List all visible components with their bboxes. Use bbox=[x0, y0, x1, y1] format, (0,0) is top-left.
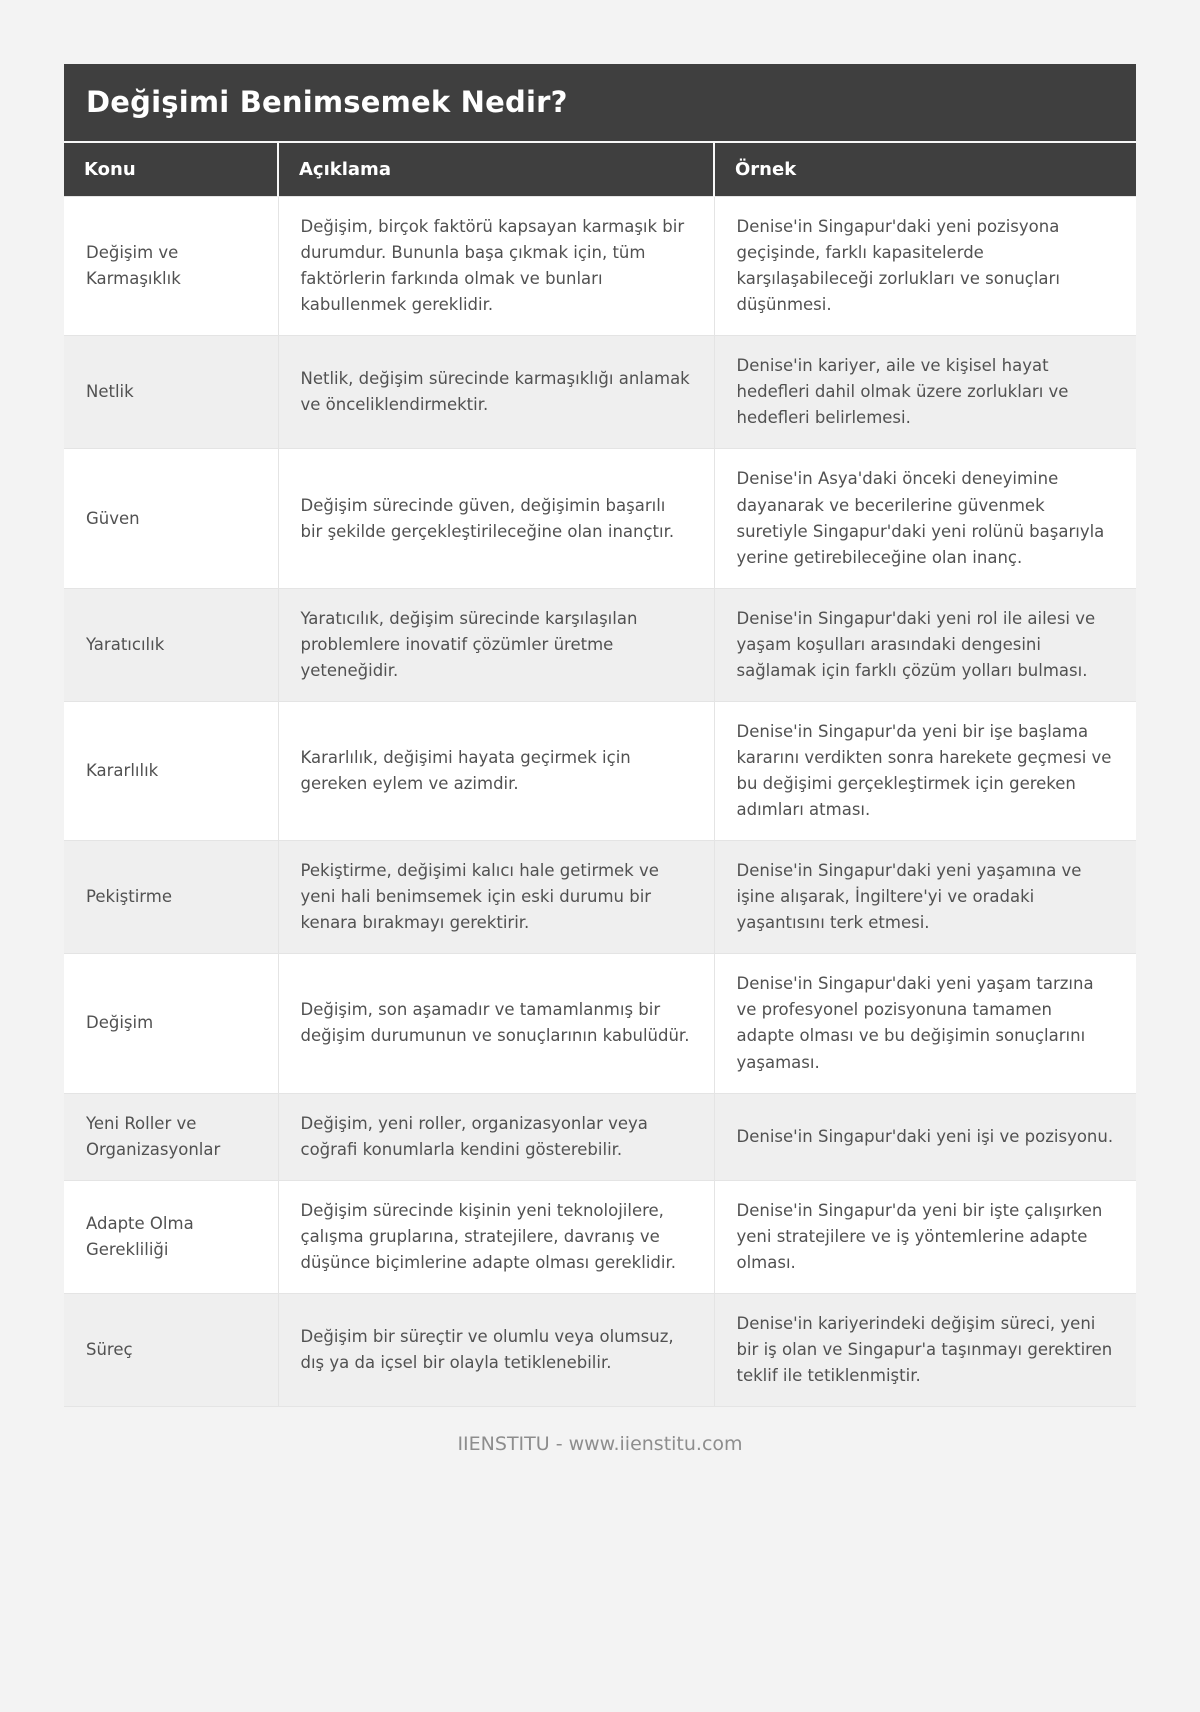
column-header-konu: Konu bbox=[64, 142, 278, 197]
table-row bbox=[64, 336, 1136, 449]
topic-cell: Adapte Olma Gerekliliği bbox=[64, 1180, 278, 1293]
footer-credit: IIENSTITU - www.iienstitu.com bbox=[457, 1433, 743, 1456]
table-row bbox=[64, 841, 1136, 954]
description-cell: Değişim, birçok faktörü kapsayan karmaşık bir durumdur. Bununla başa çıkmak için, tüm faktörlerin farkında olmak ve bunları kabullenmek gereklidir. bbox=[278, 197, 714, 336]
example-cell: Denise'in kariyerindeki değişim süreci, yeni bir iş olan ve Singapur'a taşınmayı gerektiren teklif ile tetiklenmiştir. bbox=[714, 1293, 1136, 1406]
topic-cell: Güven bbox=[64, 449, 278, 588]
example-cell: Denise'in Asya'daki önceki deneyimine dayanarak ve becerilerine güvenmek suretiyle Singapur'daki yeni rolünü başarıyla yerine getirebileceğine olan inanç. bbox=[714, 449, 1136, 588]
description-cell: Yaratıcılık, değişim sürecinde karşılaşılan problemlere inovatif çözümler üretme yeteneğidir. bbox=[278, 588, 714, 701]
page bbox=[0, 64, 1200, 1712]
topic-cell: Değişim bbox=[64, 954, 278, 1093]
example-cell: Denise'in Singapur'da yeni bir işe başlama kararını verdikten sonra harekete geçmesi ve bu değişimi gerçekleştirmek için gereken adımları atması. bbox=[714, 701, 1136, 840]
example-cell: Denise'in Singapur'daki yeni yaşam tarzına ve profesyonel pozisyonuna tamamen adapte olması ve bu değişimin sonuçlarını yaşaması. bbox=[714, 954, 1136, 1093]
example-cell: Denise'in Singapur'daki yeni pozisyona geçişinde, farklı kapasitelerde karşılaşabileceği zorlukları ve sonuçları düşünmesi. bbox=[714, 197, 1136, 336]
table-row bbox=[64, 197, 1136, 336]
topic-cell: Süreç bbox=[64, 1293, 278, 1406]
document-sheet bbox=[64, 64, 1136, 1407]
description-cell: Değişim, son aşamadır ve tamamlanmış bir değişim durumunun ve sonuçlarının kabulüdür. bbox=[278, 954, 714, 1093]
table-row bbox=[64, 1293, 1136, 1406]
topic-cell: Yaratıcılık bbox=[64, 588, 278, 701]
example-cell: Denise'in Singapur'daki yeni işi ve pozisyonu. bbox=[714, 1093, 1136, 1180]
topic-cell: Değişim ve Karmaşıklık bbox=[64, 197, 278, 336]
table-row bbox=[64, 701, 1136, 840]
topic-cell: Yeni Roller ve Organizasyonlar bbox=[64, 1093, 278, 1180]
description-cell: Değişim bir süreçtir ve olumlu veya olumsuz, dış ya da içsel bir olayla tetiklenebilir. bbox=[278, 1293, 714, 1406]
description-cell: Netlik, değişim sürecinde karmaşıklığı anlamak ve önceliklendirmektir. bbox=[278, 336, 714, 449]
example-cell: Denise'in Singapur'daki yeni rol ile ailesi ve yaşam koşulları arasındaki dengesini sağlamak için farklı çözüm yolları bulması. bbox=[714, 588, 1136, 701]
column-header-ornek: Örnek bbox=[714, 142, 1136, 197]
example-cell: Denise'in Singapur'da yeni bir işte çalışırken yeni stratejilere ve iş yöntemlerine adapte olması. bbox=[714, 1180, 1136, 1293]
example-cell: Denise'in kariyer, aile ve kişisel hayat hedefleri dahil olmak üzere zorlukları ve hedefleri belirlemesi. bbox=[714, 336, 1136, 449]
description-cell: Değişim, yeni roller, organizasyonlar veya coğrafi konumlarla kendini gösterebilir. bbox=[278, 1093, 714, 1180]
table-row bbox=[64, 588, 1136, 701]
example-cell: Denise'in Singapur'daki yeni yaşamına ve işine alışarak, İngiltere'yi ve oradaki yaşantısını terk etmesi. bbox=[714, 841, 1136, 954]
table-row bbox=[64, 1180, 1136, 1293]
topic-cell: Kararlılık bbox=[64, 701, 278, 840]
table-row bbox=[64, 954, 1136, 1093]
table-header-row bbox=[64, 142, 1136, 197]
column-header-aciklama: Açıklama bbox=[278, 142, 714, 197]
topics-table bbox=[64, 141, 1136, 1407]
description-cell: Değişim sürecinde güven, değişimin başarılı bir şekilde gerçekleştirileceğine olan inançtır. bbox=[278, 449, 714, 588]
topic-cell: Pekiştirme bbox=[64, 841, 278, 954]
table-row bbox=[64, 1093, 1136, 1180]
description-cell: Değişim sürecinde kişinin yeni teknolojilere, çalışma gruplarına, stratejilere, davranış ve düşünce biçimlerine adapte olması gereklidir. bbox=[278, 1180, 714, 1293]
description-cell: Pekiştirme, değişimi kalıcı hale getirmek ve yeni hali benimsemek için eski durumu bir kenara bırakmayı gerektirir. bbox=[278, 841, 714, 954]
topic-cell: Netlik bbox=[64, 336, 278, 449]
description-cell: Kararlılık, değişimi hayata geçirmek için gereken eylem ve azimdir. bbox=[278, 701, 714, 840]
document-title: Değişimi Benimsemek Nedir? bbox=[64, 64, 1136, 141]
table-row bbox=[64, 449, 1136, 588]
